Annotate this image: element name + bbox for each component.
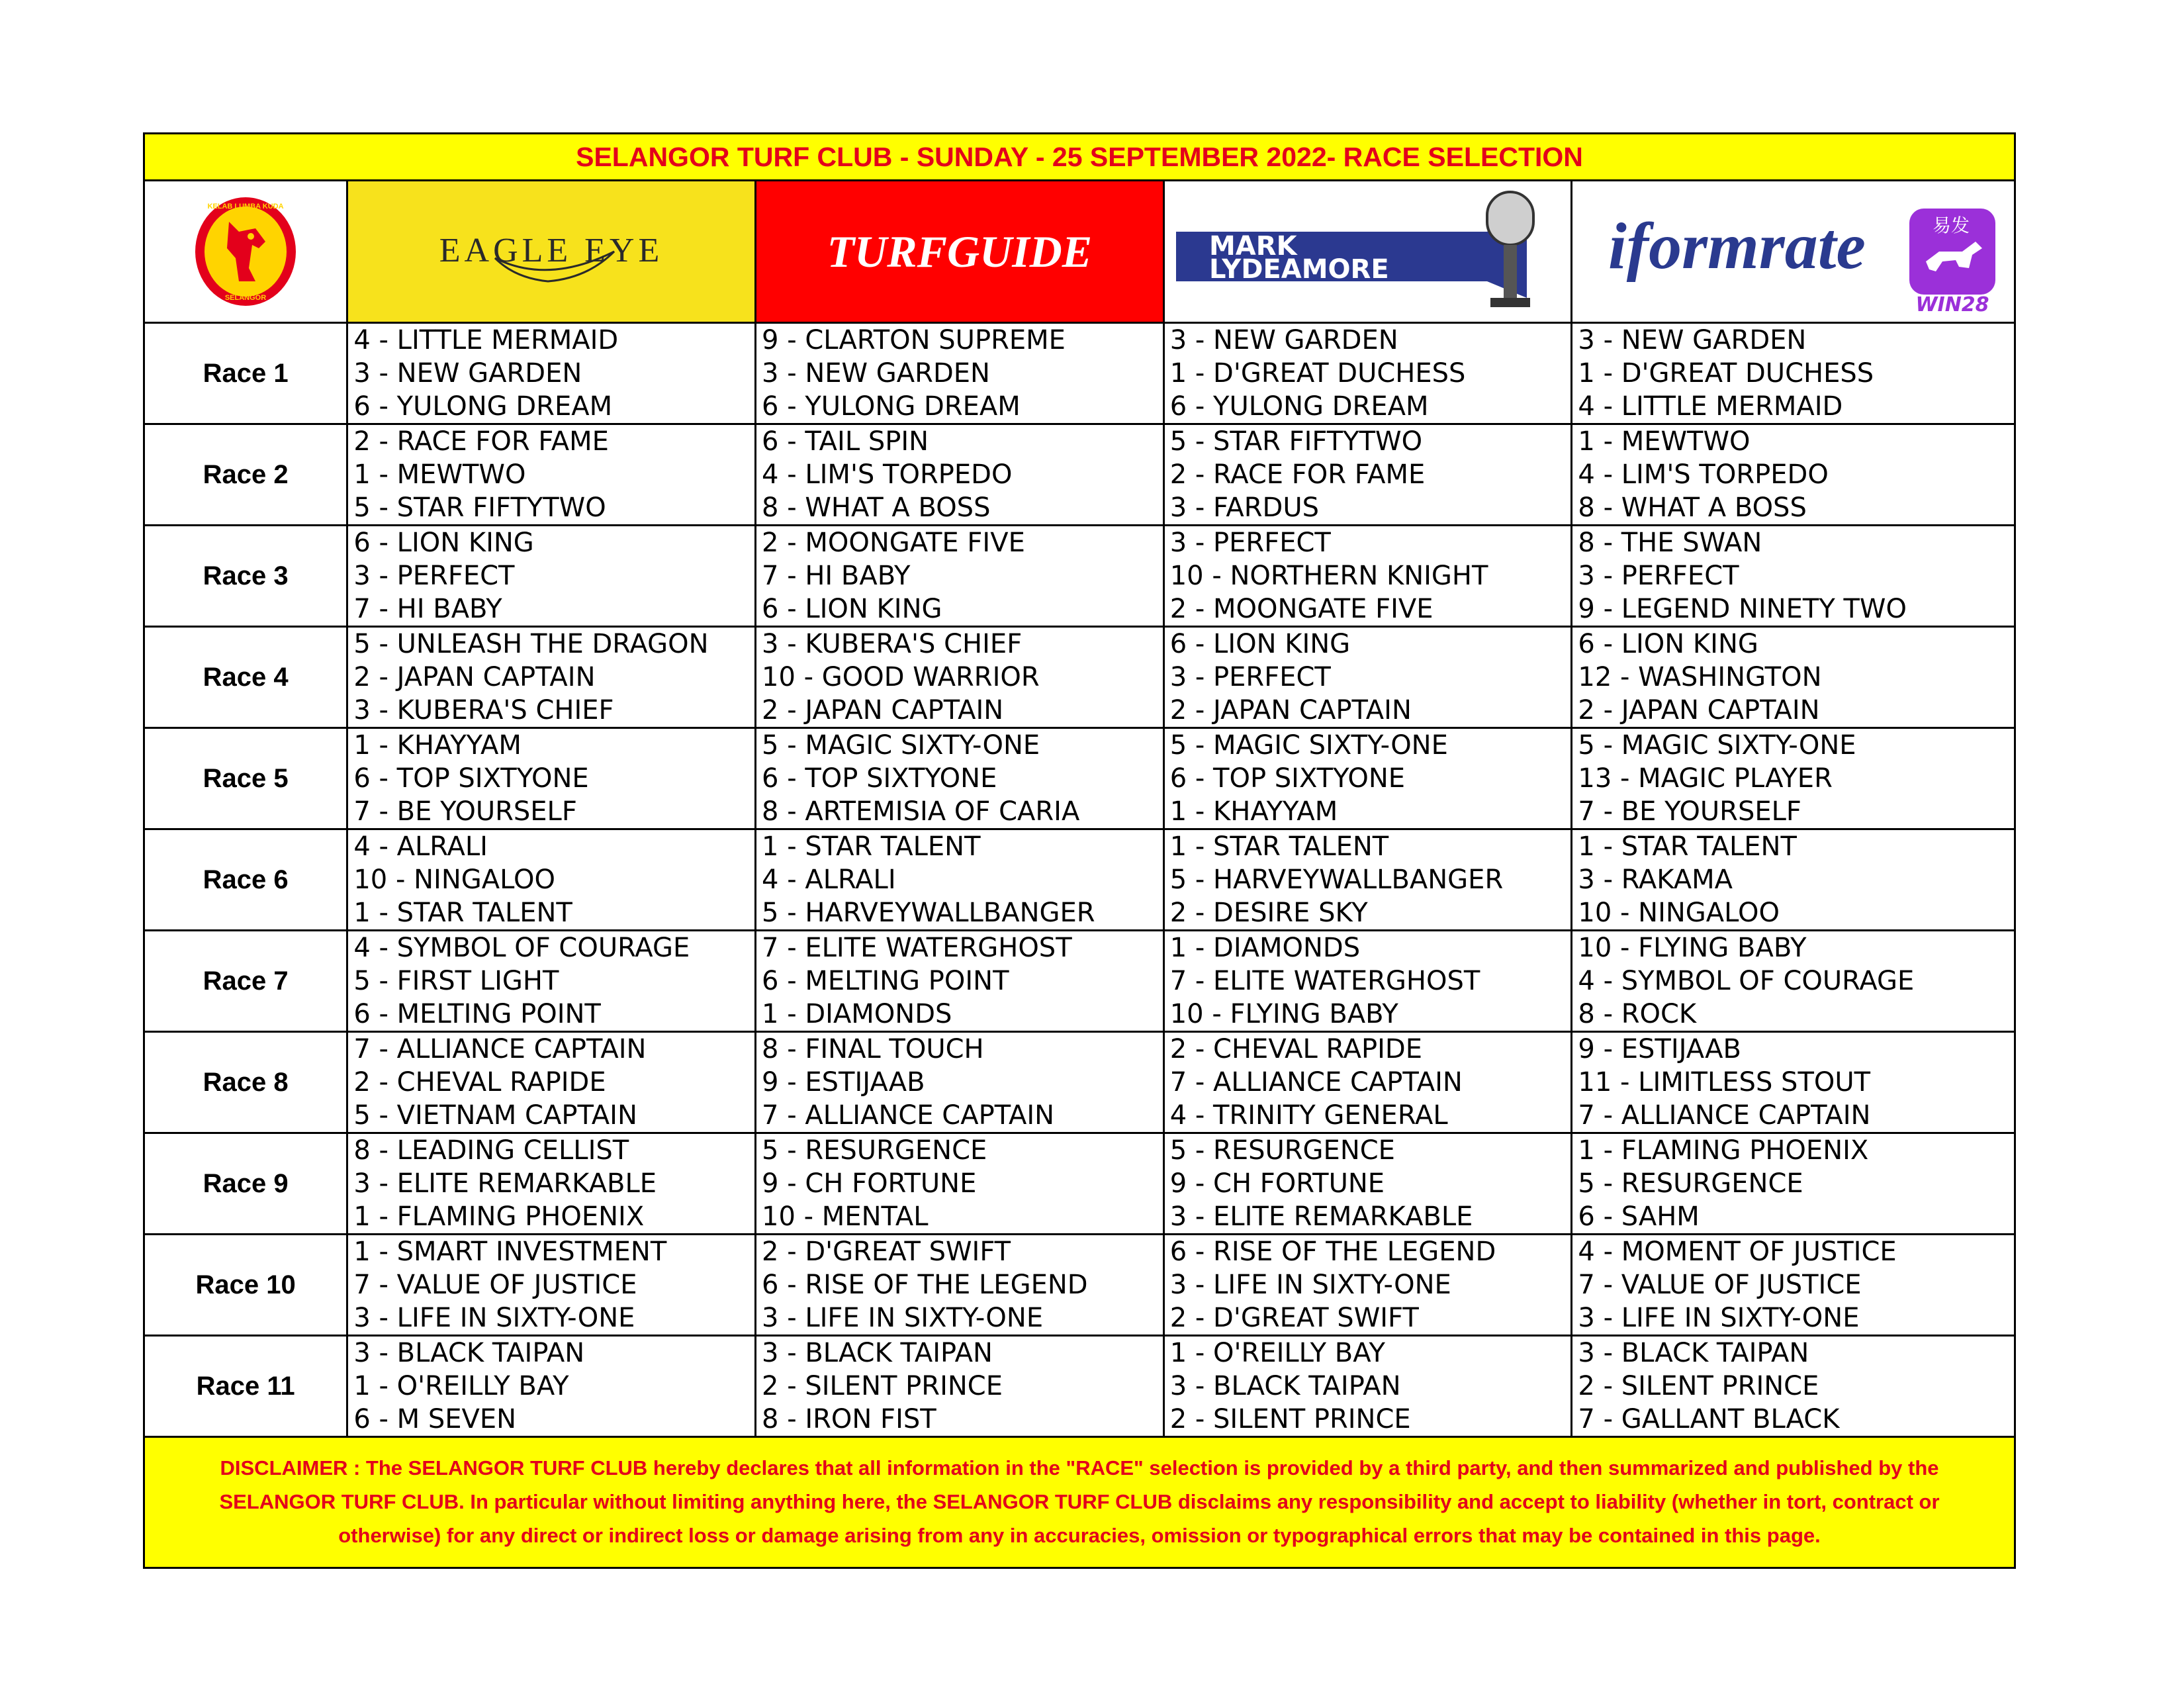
horse-pick: 4 - MOMENT OF JUSTICE: [1578, 1237, 1897, 1267]
race-selection-sheet: [143, 132, 2016, 1569]
club-seal-text-bottom: SELANGOR: [225, 294, 267, 302]
horse-pick: 3 - KUBERA'S CHIEF: [353, 695, 614, 726]
horse-pick: 3 - FARDUS: [1169, 492, 1319, 523]
race-row: [145, 526, 2014, 628]
horse-pick: 6 - LION KING: [762, 594, 942, 624]
tipster-picks-cell: [756, 1134, 1165, 1233]
horse-pick: 3 - PERFECT: [1169, 528, 1331, 558]
horse-pick: 6 - YULONG DREAM: [762, 391, 1021, 422]
horse-pick: 1 - MEWTWO: [1578, 426, 1751, 457]
horse-pick: 3 - LIFE IN SIXTY-ONE: [1169, 1270, 1451, 1300]
horse-pick: 8 - THE SWAN: [1578, 528, 1762, 558]
horse-pick: 2 - JAPAN CAPTAIN: [353, 662, 596, 692]
horse-pick: 1 - O'REILLY BAY: [1169, 1338, 1385, 1368]
tipster-picks-cell: [1165, 1235, 1573, 1335]
horse-pick: 2 - SILENT PRINCE: [762, 1371, 1003, 1401]
horse-pick: 10 - NINGALOO: [1578, 898, 1780, 928]
horse-pick: 8 - WHAT A BOSS: [762, 492, 991, 523]
tipster-picks-cell: [348, 1336, 756, 1436]
race-row: [145, 931, 2014, 1033]
horse-pick: 6 - LION KING: [353, 528, 534, 558]
horse-pick: 7 - VALUE OF JUSTICE: [353, 1270, 637, 1300]
mark-lydeamore-logo: [1169, 185, 1567, 318]
horse-pick: 1 - KHAYYAM: [1169, 796, 1338, 827]
horse-pick: 2 - RACE FOR FAME: [1169, 459, 1426, 490]
tipster-picks-cell: [348, 628, 756, 727]
horse-pick: 3 - NEW GARDEN: [1578, 325, 1807, 355]
horse-pick: 5 - MAGIC SIXTY-ONE: [1578, 730, 1856, 761]
tipster-picks-cell: [1165, 830, 1573, 929]
horse-pick: 4 - SYMBOL OF COURAGE: [1578, 966, 1915, 996]
horse-pick: 5 - STAR FIFTYTWO: [1169, 426, 1423, 457]
horse-pick: 2 - MOONGATE FIVE: [762, 528, 1025, 558]
race-row: [145, 1033, 2014, 1134]
horse-pick: 5 - RESURGENCE: [1578, 1168, 1803, 1199]
horse-pick: 8 - WHAT A BOSS: [1578, 492, 1807, 523]
tipster-picks-cell: [348, 526, 756, 626]
horse-pick: 2 - JAPAN CAPTAIN: [1578, 695, 1820, 726]
horse-pick: 3 - NEW GARDEN: [762, 358, 990, 389]
tipster-picks-cell: [1165, 1033, 1573, 1132]
tipster-picks-cell: [756, 628, 1165, 727]
horse-pick: 1 - MEWTWO: [353, 459, 526, 490]
horse-pick: 7 - ALLIANCE CAPTAIN: [1169, 1067, 1463, 1098]
horse-pick: 3 - ELITE REMARKABLE: [1169, 1201, 1473, 1232]
race-row: [145, 1336, 2014, 1436]
horse-pick: 2 - JAPAN CAPTAIN: [762, 695, 1004, 726]
mark-logo-line1: MARK: [1208, 231, 1297, 261]
race-label: Race 10: [145, 1235, 348, 1335]
horse-pick: 3 - LIFE IN SIXTY-ONE: [762, 1303, 1044, 1333]
horse-pick: 3 - LIFE IN SIXTY-ONE: [1578, 1303, 1860, 1333]
tipster-picks-cell: [348, 830, 756, 929]
race-row: [145, 324, 2014, 425]
tipster-picks-cell: [756, 526, 1165, 626]
race-label: Race 6: [145, 830, 348, 929]
tipster-picks-cell: [756, 1033, 1165, 1132]
horse-pick: 3 - ELITE REMARKABLE: [353, 1168, 657, 1199]
horse-pick: 6 - TOP SIXTYONE: [1169, 763, 1406, 794]
horse-pick: 2 - DESIRE SKY: [1169, 898, 1368, 928]
horse-pick: 2 - CHEVAL RAPIDE: [1169, 1034, 1423, 1064]
tipster-picks-cell: [1165, 628, 1573, 727]
horse-pick: 10 - MENTAL: [762, 1201, 929, 1232]
horse-pick: 3 - LIFE IN SIXTY-ONE: [353, 1303, 635, 1333]
tipster-picks-cell: [1572, 1336, 2014, 1436]
race-row: [145, 1235, 2014, 1336]
tipster-picks-cell: [1165, 324, 1573, 423]
horse-pick: 6 - LION KING: [1169, 629, 1351, 659]
horse-pick: 6 - RISE OF THE LEGEND: [762, 1270, 1088, 1300]
horse-pick: 5 - RESURGENCE: [762, 1135, 987, 1166]
horse-pick: 2 - MOONGATE FIVE: [1169, 594, 1433, 624]
mark-lydeamore-logo-cell: [1165, 181, 1573, 322]
horse-pick: 5 - MAGIC SIXTY-ONE: [1169, 730, 1448, 761]
horse-pick: 4 - SYMBOL OF COURAGE: [353, 933, 690, 963]
tipster-picks-cell: [1572, 628, 2014, 727]
tipster-picks-cell: [1572, 1235, 2014, 1335]
club-seal-logo: [193, 195, 298, 308]
horse-pick: 1 - STAR TALENT: [1169, 831, 1389, 862]
horse-pick: 4 - LIM'S TORPEDO: [1578, 459, 1829, 490]
iformrate-logo-text: iformrate: [1608, 209, 1866, 283]
race-label: Race 3: [145, 526, 348, 626]
win28-text: WIN28: [1915, 293, 1989, 314]
horse-pick: 12 - WASHINGTON: [1578, 662, 1822, 692]
win28-chinese-text: 易发: [1932, 214, 1970, 236]
horse-pick: 6 - TAIL SPIN: [762, 426, 929, 457]
horse-pick: 1 - STAR TALENT: [762, 831, 981, 862]
horse-pick: 6 - YULONG DREAM: [1169, 391, 1429, 422]
horse-pick: 1 - SMART INVESTMENT: [353, 1237, 667, 1267]
horse-pick: 1 - STAR TALENT: [1578, 831, 1797, 862]
turfguide-logo-text: TURFGUIDE: [827, 226, 1093, 277]
horse-pick: 1 - FLAMING PHOENIX: [1578, 1135, 1869, 1166]
tipster-picks-cell: [1572, 526, 2014, 626]
tipster-picks-cell: [756, 931, 1165, 1031]
horse-pick: 7 - VALUE OF JUSTICE: [1578, 1270, 1862, 1300]
horse-pick: 7 - ELITE WATERGHOST: [1169, 966, 1480, 996]
mark-logo-line2: LYDEAMORE: [1208, 254, 1389, 285]
race-label: Race 2: [145, 425, 348, 524]
horse-pick: 9 - ESTIJAAB: [762, 1067, 925, 1098]
horse-pick: 7 - BE YOURSELF: [353, 796, 577, 827]
horse-pick: 6 - RISE OF THE LEGEND: [1169, 1237, 1496, 1267]
tipster-picks-cell: [348, 1134, 756, 1233]
horse-pick: 9 - LEGEND NINETY TWO: [1578, 594, 1907, 624]
horse-pick: 8 - LEADING CELLIST: [353, 1135, 629, 1166]
tipster-picks-cell: [756, 1235, 1165, 1335]
race-row: [145, 729, 2014, 830]
tipster-picks-cell: [348, 931, 756, 1031]
tipster-picks-cell: [1165, 1336, 1573, 1436]
horse-pick: 2 - SILENT PRINCE: [1578, 1371, 1819, 1401]
tipster-picks-cell: [1165, 425, 1573, 524]
horse-pick: 9 - CLARTON SUPREME: [762, 325, 1066, 355]
race-selection-table: [145, 324, 2014, 1438]
race-row: [145, 628, 2014, 729]
horse-pick: 2 - CHEVAL RAPIDE: [353, 1067, 606, 1098]
eagle-eye-logo-cell: [348, 181, 756, 322]
horse-pick: 10 - GOOD WARRIOR: [762, 662, 1040, 692]
turfguide-logo-cell: [756, 181, 1165, 322]
tipster-picks-cell: [348, 1033, 756, 1132]
race-row: [145, 425, 2014, 526]
tipster-picks-cell: [1572, 1134, 2014, 1233]
horse-pick: 5 - HARVEYWALLBANGER: [762, 898, 1095, 928]
horse-pick: 9 - CH FORTUNE: [1169, 1168, 1385, 1199]
horse-pick: 10 - FLYING BABY: [1578, 933, 1807, 963]
horse-pick: 10 - NINGALOO: [353, 865, 555, 895]
horse-pick: 2 - SILENT PRINCE: [1169, 1404, 1411, 1434]
horse-pick: 7 - BE YOURSELF: [1578, 796, 1801, 827]
horse-pick: 6 - YULONG DREAM: [353, 391, 613, 422]
horse-pick: 9 - ESTIJAAB: [1578, 1034, 1741, 1064]
horse-pick: 7 - ALLIANCE CAPTAIN: [353, 1034, 647, 1064]
tipster-picks-cell: [348, 729, 756, 828]
horse-pick: 3 - RAKAMA: [1578, 865, 1733, 895]
tipster-picks-cell: [1165, 1134, 1573, 1233]
eagle-eye-logo-text: EAGLE EYE: [439, 232, 664, 269]
horse-pick: 4 - ALRALI: [762, 865, 896, 895]
race-row: [145, 1134, 2014, 1235]
horse-pick: 3 - PERFECT: [353, 561, 515, 591]
horse-pick: 1 - DIAMONDS: [1169, 933, 1361, 963]
horse-pick: 3 - BLACK TAIPAN: [1169, 1371, 1401, 1401]
horse-pick: 1 - FLAMING PHOENIX: [353, 1201, 645, 1232]
horse-pick: 5 - RESURGENCE: [1169, 1135, 1395, 1166]
disclaimer: DISCLAIMER : The SELANGOR TURF CLUB hereby declares that all information in the "RACE" selection is provided by a third party, and then summarized and published by the SELANGOR TURF CLUB. In particular without limiting anything here, the SELANGOR TURF CLUB disclaims any responsibility and accept to liability (whether in tort, contract or otherwise) for any direct or indirect loss or damage arising from any in accuracies, omission or typographical errors that may be contained in this page.: [145, 1438, 2014, 1567]
horse-pick: 6 - TOP SIXTYONE: [353, 763, 589, 794]
horse-pick: 9 - CH FORTUNE: [762, 1168, 977, 1199]
tipster-picks-cell: [1165, 526, 1573, 626]
tipster-picks-cell: [1572, 729, 2014, 828]
horse-pick: 2 - D'GREAT SWIFT: [762, 1237, 1011, 1267]
horse-pick: 3 - PERFECT: [1578, 561, 1739, 591]
tipster-picks-cell: [1165, 729, 1573, 828]
horse-pick: 3 - BLACK TAIPAN: [353, 1338, 585, 1368]
horse-pick: 2 - RACE FOR FAME: [353, 426, 609, 457]
horse-pick: 1 - O'REILLY BAY: [353, 1371, 569, 1401]
horse-pick: 10 - FLYING BABY: [1169, 999, 1398, 1029]
horse-pick: 10 - NORTHERN KNIGHT: [1169, 561, 1488, 591]
horse-pick: 4 - LIM'S TORPEDO: [762, 459, 1013, 490]
race-label: Race 4: [145, 628, 348, 727]
race-label: Race 9: [145, 1134, 348, 1233]
race-label: Race 8: [145, 1033, 348, 1132]
horse-pick: 7 - HI BABY: [762, 561, 911, 591]
iformrate-logo: [1582, 189, 2005, 314]
horse-pick: 7 - HI BABY: [353, 594, 502, 624]
tipster-picks-cell: [1572, 931, 2014, 1031]
horse-pick: 8 - IRON FIST: [762, 1404, 936, 1434]
horse-pick: 4 - TRINITY GENERAL: [1169, 1100, 1448, 1131]
horse-pick: 3 - BLACK TAIPAN: [762, 1338, 993, 1368]
horse-pick: 1 - KHAYYAM: [353, 730, 522, 761]
horse-pick: 3 - BLACK TAIPAN: [1578, 1338, 1809, 1368]
horse-pick: 11 - LIMITLESS STOUT: [1578, 1067, 1871, 1098]
tipster-picks-cell: [1572, 425, 2014, 524]
horse-pick: 1 - D'GREAT DUCHESS: [1169, 358, 1466, 389]
horse-pick: 5 - STAR FIFTYTWO: [353, 492, 606, 523]
eagle-eye-logo: [396, 212, 707, 291]
horse-pick: 7 - GALLANT BLACK: [1578, 1404, 1840, 1434]
horse-pick: 3 - KUBERA'S CHIEF: [762, 629, 1023, 659]
tipster-picks-cell: [756, 324, 1165, 423]
horse-pick: 8 - ARTEMISIA OF CARIA: [762, 796, 1080, 827]
race-label: Race 11: [145, 1336, 348, 1436]
tipster-picks-cell: [348, 1235, 756, 1335]
horse-pick: 7 - ALLIANCE CAPTAIN: [1578, 1100, 1871, 1131]
horse-pick: 4 - LITTLE MERMAID: [1578, 391, 1843, 422]
horse-pick: 6 - SAHM: [1578, 1201, 1700, 1232]
race-label: Race 1: [145, 324, 348, 423]
horse-pick: 3 - NEW GARDEN: [353, 358, 582, 389]
horse-pick: 5 - VIETNAM CAPTAIN: [353, 1100, 637, 1131]
horse-pick: 4 - LITTLE MERMAID: [353, 325, 619, 355]
horse-pick: 6 - MELTING POINT: [353, 999, 601, 1029]
tipster-picks-cell: [1572, 830, 2014, 929]
iformrate-logo-cell: [1572, 181, 2014, 322]
race-label: Race 7: [145, 931, 348, 1031]
horse-pick: 13 - MAGIC PLAYER: [1578, 763, 1833, 794]
horse-pick: 8 - ROCK: [1578, 999, 1697, 1029]
tipster-picks-cell: [348, 425, 756, 524]
tipster-picks-cell: [756, 425, 1165, 524]
race-label: Race 5: [145, 729, 348, 828]
horse-pick: 7 - ELITE WATERGHOST: [762, 933, 1072, 963]
horse-pick: 3 - NEW GARDEN: [1169, 325, 1398, 355]
horse-pick: 5 - MAGIC SIXTY-ONE: [762, 730, 1040, 761]
horse-pick: 2 - JAPAN CAPTAIN: [1169, 695, 1412, 726]
horse-pick: 5 - HARVEYWALLBANGER: [1169, 865, 1504, 895]
tipster-picks-cell: [1572, 1033, 2014, 1132]
horse-pick: 6 - TOP SIXTYONE: [762, 763, 997, 794]
horse-pick: 4 - ALRALI: [353, 831, 488, 862]
tipster-picks-cell: [756, 1336, 1165, 1436]
microphone-icon: [1487, 192, 1533, 245]
race-row: [145, 830, 2014, 931]
horse-pick: 2 - D'GREAT SWIFT: [1169, 1303, 1419, 1333]
tipster-picks-cell: [1165, 931, 1573, 1031]
horse-pick: 5 - UNLEASH THE DRAGON: [353, 629, 709, 659]
horse-pick: 5 - FIRST LIGHT: [353, 966, 559, 996]
horse-pick: 7 - ALLIANCE CAPTAIN: [762, 1100, 1055, 1131]
horse-pick: 6 - M SEVEN: [353, 1404, 517, 1434]
horse-pick: 8 - FINAL TOUCH: [762, 1034, 984, 1064]
club-seal-text-top: KELAB LUMBA KUDA: [207, 203, 284, 211]
horse-pick: 1 - STAR TALENT: [353, 898, 572, 928]
horse-pick: 6 - LION KING: [1578, 629, 1758, 659]
club-seal-cell: [145, 181, 348, 322]
horse-pick: 3 - PERFECT: [1169, 662, 1331, 692]
tipster-picks-cell: [756, 830, 1165, 929]
horse-pick: 6 - MELTING POINT: [762, 966, 1009, 996]
tipster-picks-cell: [756, 729, 1165, 828]
page-title: SELANGOR TURF CLUB - SUNDAY - 25 SEPTEMBER 2022- RACE SELECTION: [145, 134, 2014, 181]
horse-pick: 1 - DIAMONDS: [762, 999, 952, 1029]
tipster-picks-cell: [1572, 324, 2014, 423]
tipster-picks-cell: [348, 324, 756, 423]
tipster-logo-row: [145, 181, 2014, 324]
horse-pick: 1 - D'GREAT DUCHESS: [1578, 358, 1874, 389]
